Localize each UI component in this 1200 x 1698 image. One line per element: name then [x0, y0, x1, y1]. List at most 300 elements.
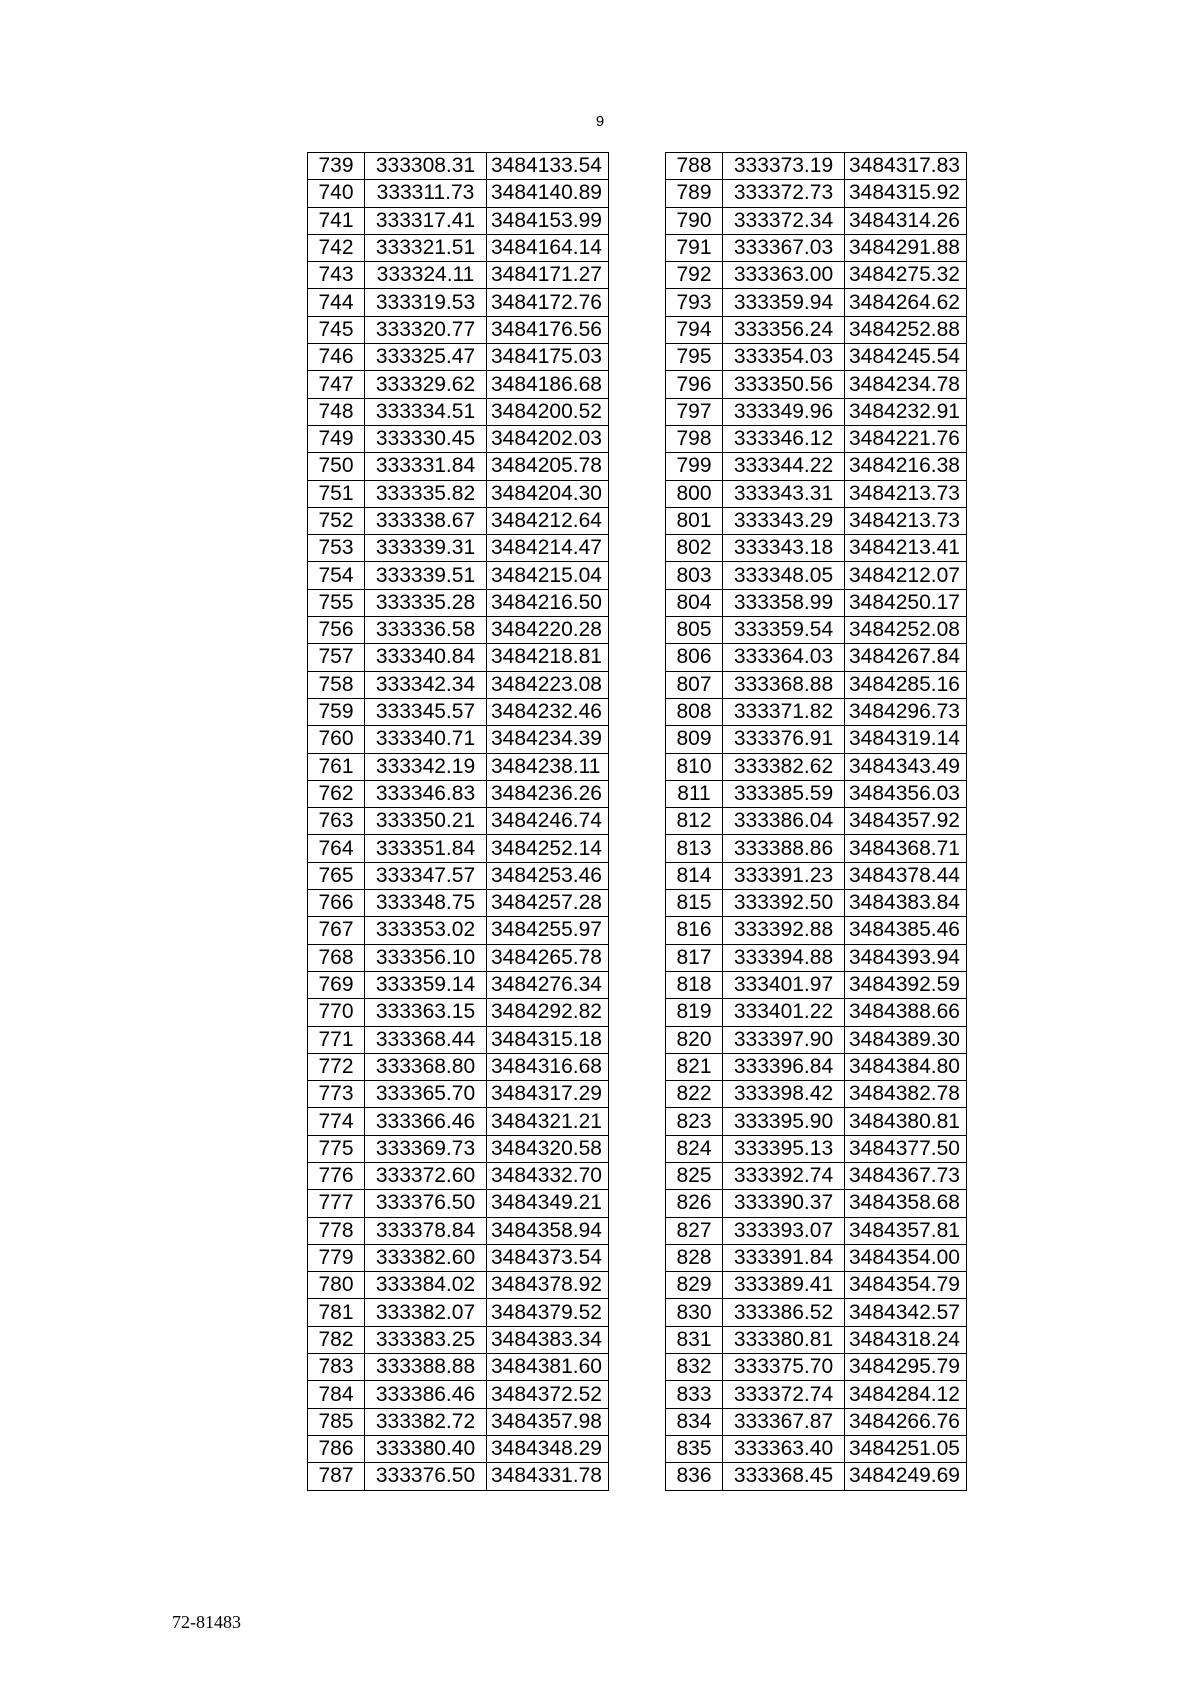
table-row [308, 589, 609, 616]
x-coordinate-cell: 333385.59 [723, 780, 845, 807]
y-coordinate-cell: 3484265.78 [487, 944, 609, 971]
x-coordinate-cell: 333346.83 [365, 780, 487, 807]
y-coordinate-cell: 3484388.66 [845, 999, 967, 1026]
x-coordinate-cell: 333363.00 [723, 262, 845, 289]
table-row [666, 1217, 967, 1244]
point-number-cell: 786 [308, 1435, 365, 1462]
table-row [666, 1190, 967, 1217]
y-coordinate-cell: 3484276.34 [487, 971, 609, 998]
table-row [308, 1463, 609, 1490]
point-number-cell: 809 [666, 726, 723, 753]
x-coordinate-cell: 333380.40 [365, 1435, 487, 1462]
y-coordinate-cell: 3484383.84 [845, 890, 967, 917]
point-number-cell: 755 [308, 589, 365, 616]
point-number-cell: 800 [666, 480, 723, 507]
table-row [308, 398, 609, 425]
y-coordinate-cell: 3484358.68 [845, 1190, 967, 1217]
x-coordinate-cell: 333380.81 [723, 1326, 845, 1353]
point-number-cell: 751 [308, 480, 365, 507]
x-coordinate-cell: 333382.62 [723, 753, 845, 780]
table-row [308, 1053, 609, 1080]
x-coordinate-cell: 333395.90 [723, 1108, 845, 1135]
x-coordinate-cell: 333354.03 [723, 344, 845, 371]
x-coordinate-cell: 333343.29 [723, 507, 845, 534]
table-row [308, 425, 609, 452]
x-coordinate-cell: 333325.47 [365, 344, 487, 371]
y-coordinate-cell: 3484245.54 [845, 344, 967, 371]
point-number-cell: 808 [666, 698, 723, 725]
y-coordinate-cell: 3484255.97 [487, 917, 609, 944]
point-number-cell: 746 [308, 344, 365, 371]
point-number-cell: 796 [666, 371, 723, 398]
x-coordinate-cell: 333342.34 [365, 671, 487, 698]
point-number-cell: 789 [666, 180, 723, 207]
table-row [666, 207, 967, 234]
point-number-cell: 753 [308, 535, 365, 562]
point-number-cell: 740 [308, 180, 365, 207]
x-coordinate-cell: 333339.31 [365, 535, 487, 562]
x-coordinate-cell: 333388.86 [723, 835, 845, 862]
y-coordinate-cell: 3484315.92 [845, 180, 967, 207]
y-coordinate-cell: 3484252.14 [487, 835, 609, 862]
y-coordinate-cell: 3484220.28 [487, 617, 609, 644]
table-row [666, 617, 967, 644]
y-coordinate-cell: 3484378.44 [845, 862, 967, 889]
x-coordinate-cell: 333319.53 [365, 289, 487, 316]
x-coordinate-cell: 333376.91 [723, 726, 845, 753]
x-coordinate-cell: 333384.02 [365, 1272, 487, 1299]
y-coordinate-cell: 3484331.78 [487, 1463, 609, 1490]
y-coordinate-cell: 3484332.70 [487, 1162, 609, 1189]
x-coordinate-cell: 333392.74 [723, 1162, 845, 1189]
table-row [308, 180, 609, 207]
x-coordinate-cell: 333373.19 [723, 153, 845, 180]
y-coordinate-cell: 3484212.64 [487, 507, 609, 534]
table-row [666, 234, 967, 261]
x-coordinate-cell: 333320.77 [365, 316, 487, 343]
point-number-cell: 757 [308, 644, 365, 671]
point-number-cell: 811 [666, 780, 723, 807]
y-coordinate-cell: 3484316.68 [487, 1053, 609, 1080]
x-coordinate-cell: 333401.97 [723, 971, 845, 998]
table-row [666, 671, 967, 698]
point-number-cell: 804 [666, 589, 723, 616]
table-row [666, 1435, 967, 1462]
y-coordinate-cell: 3484215.04 [487, 562, 609, 589]
x-coordinate-cell: 333372.74 [723, 1381, 845, 1408]
point-number-cell: 743 [308, 262, 365, 289]
point-number-cell: 771 [308, 1026, 365, 1053]
table-row [308, 780, 609, 807]
x-coordinate-cell: 333363.15 [365, 999, 487, 1026]
table-row [308, 1135, 609, 1162]
table-row [666, 1026, 967, 1053]
y-coordinate-cell: 3484342.57 [845, 1299, 967, 1326]
y-coordinate-cell: 3484252.88 [845, 316, 967, 343]
point-number-cell: 765 [308, 862, 365, 889]
coordinate-table-left [307, 152, 609, 1491]
y-coordinate-cell: 3484357.98 [487, 1408, 609, 1435]
x-coordinate-cell: 333340.71 [365, 726, 487, 753]
point-number-cell: 772 [308, 1053, 365, 1080]
point-number-cell: 798 [666, 425, 723, 452]
point-number-cell: 805 [666, 617, 723, 644]
table-row [666, 1053, 967, 1080]
point-number-cell: 812 [666, 808, 723, 835]
point-number-cell: 814 [666, 862, 723, 889]
x-coordinate-cell: 333356.24 [723, 316, 845, 343]
y-coordinate-cell: 3484348.29 [487, 1435, 609, 1462]
table-row [308, 1272, 609, 1299]
x-coordinate-cell: 333366.46 [365, 1108, 487, 1135]
point-number-cell: 835 [666, 1435, 723, 1462]
y-coordinate-cell: 3484354.00 [845, 1244, 967, 1271]
y-coordinate-cell: 3484223.08 [487, 671, 609, 698]
y-coordinate-cell: 3484368.71 [845, 835, 967, 862]
table-row [666, 480, 967, 507]
x-coordinate-cell: 333359.14 [365, 971, 487, 998]
table-row [308, 1408, 609, 1435]
point-number-cell: 762 [308, 780, 365, 807]
y-coordinate-cell: 3484349.21 [487, 1190, 609, 1217]
x-coordinate-cell: 333321.51 [365, 234, 487, 261]
x-coordinate-cell: 333382.60 [365, 1244, 487, 1271]
document-code: 72-81483 [172, 1612, 241, 1632]
x-coordinate-cell: 333396.84 [723, 1053, 845, 1080]
x-coordinate-cell: 333335.28 [365, 589, 487, 616]
point-number-cell: 810 [666, 753, 723, 780]
point-number-cell: 777 [308, 1190, 365, 1217]
point-number-cell: 821 [666, 1053, 723, 1080]
point-number-cell: 782 [308, 1326, 365, 1353]
table-row [308, 1354, 609, 1381]
point-number-cell: 760 [308, 726, 365, 753]
x-coordinate-cell: 333359.94 [723, 289, 845, 316]
table-row [666, 780, 967, 807]
y-coordinate-cell: 3484216.50 [487, 589, 609, 616]
table-row [308, 753, 609, 780]
table-row [308, 917, 609, 944]
point-number-cell: 818 [666, 971, 723, 998]
table-row [308, 862, 609, 889]
y-coordinate-cell: 3484213.41 [845, 535, 967, 562]
x-coordinate-cell: 333358.99 [723, 589, 845, 616]
x-coordinate-cell: 333386.04 [723, 808, 845, 835]
table-row [666, 808, 967, 835]
point-number-cell: 817 [666, 944, 723, 971]
point-number-cell: 797 [666, 398, 723, 425]
table-row [308, 644, 609, 671]
table-row [666, 1299, 967, 1326]
point-number-cell: 764 [308, 835, 365, 862]
table-row [308, 1217, 609, 1244]
x-coordinate-cell: 333391.23 [723, 862, 845, 889]
table-row [666, 589, 967, 616]
table-row [308, 1190, 609, 1217]
table-row [308, 316, 609, 343]
point-number-cell: 759 [308, 698, 365, 725]
y-coordinate-cell: 3484393.94 [845, 944, 967, 971]
y-coordinate-cell: 3484389.30 [845, 1026, 967, 1053]
point-number-cell: 763 [308, 808, 365, 835]
point-number-cell: 774 [308, 1108, 365, 1135]
x-coordinate-cell: 333311.73 [365, 180, 487, 207]
point-number-cell: 822 [666, 1081, 723, 1108]
table-row [308, 1435, 609, 1462]
point-number-cell: 788 [666, 153, 723, 180]
x-coordinate-cell: 333382.07 [365, 1299, 487, 1326]
x-coordinate-cell: 333336.58 [365, 617, 487, 644]
y-coordinate-cell: 3484176.56 [487, 316, 609, 343]
point-number-cell: 807 [666, 671, 723, 698]
y-coordinate-cell: 3484381.60 [487, 1354, 609, 1381]
x-coordinate-cell: 333308.31 [365, 153, 487, 180]
point-number-cell: 754 [308, 562, 365, 589]
point-number-cell: 779 [308, 1244, 365, 1271]
point-number-cell: 827 [666, 1217, 723, 1244]
y-coordinate-cell: 3484317.29 [487, 1081, 609, 1108]
table-row [308, 726, 609, 753]
table-row [308, 234, 609, 261]
y-coordinate-cell: 3484204.30 [487, 480, 609, 507]
table-row [308, 1244, 609, 1271]
y-coordinate-cell: 3484250.17 [845, 589, 967, 616]
table-row [308, 1108, 609, 1135]
point-number-cell: 787 [308, 1463, 365, 1490]
table-row [666, 862, 967, 889]
y-coordinate-cell: 3484133.54 [487, 153, 609, 180]
point-number-cell: 801 [666, 507, 723, 534]
y-coordinate-cell: 3484264.62 [845, 289, 967, 316]
y-coordinate-cell: 3484202.03 [487, 425, 609, 452]
table-row [666, 835, 967, 862]
x-coordinate-cell: 333388.88 [365, 1354, 487, 1381]
y-coordinate-cell: 3484356.03 [845, 780, 967, 807]
x-coordinate-cell: 333348.05 [723, 562, 845, 589]
x-coordinate-cell: 333372.73 [723, 180, 845, 207]
y-coordinate-cell: 3484377.50 [845, 1135, 967, 1162]
point-number-cell: 739 [308, 153, 365, 180]
y-coordinate-cell: 3484171.27 [487, 262, 609, 289]
x-coordinate-cell: 333329.62 [365, 371, 487, 398]
y-coordinate-cell: 3484382.78 [845, 1081, 967, 1108]
x-coordinate-cell: 333339.51 [365, 562, 487, 589]
table-row [666, 1244, 967, 1271]
table-row [308, 1381, 609, 1408]
table-row [666, 371, 967, 398]
y-coordinate-cell: 3484291.88 [845, 234, 967, 261]
x-coordinate-cell: 333378.84 [365, 1217, 487, 1244]
point-number-cell: 794 [666, 316, 723, 343]
point-number-cell: 830 [666, 1299, 723, 1326]
point-number-cell: 793 [666, 289, 723, 316]
point-number-cell: 744 [308, 289, 365, 316]
x-coordinate-cell: 333367.87 [723, 1408, 845, 1435]
y-coordinate-cell: 3484253.46 [487, 862, 609, 889]
point-number-cell: 776 [308, 1162, 365, 1189]
table-row [308, 207, 609, 234]
x-coordinate-cell: 333340.84 [365, 644, 487, 671]
point-number-cell: 815 [666, 890, 723, 917]
x-coordinate-cell: 333351.84 [365, 835, 487, 862]
table-row [666, 917, 967, 944]
table-row [308, 289, 609, 316]
table-row [666, 890, 967, 917]
point-number-cell: 813 [666, 835, 723, 862]
x-coordinate-cell: 333367.03 [723, 234, 845, 261]
y-coordinate-cell: 3484320.58 [487, 1135, 609, 1162]
x-coordinate-cell: 333348.75 [365, 890, 487, 917]
y-coordinate-cell: 3484218.81 [487, 644, 609, 671]
x-coordinate-cell: 333392.50 [723, 890, 845, 917]
table-row [666, 316, 967, 343]
table-row [666, 753, 967, 780]
table-row [308, 835, 609, 862]
table-row [666, 1081, 967, 1108]
point-number-cell: 824 [666, 1135, 723, 1162]
point-number-cell: 803 [666, 562, 723, 589]
table-row [308, 371, 609, 398]
table-row [666, 1108, 967, 1135]
y-coordinate-cell: 3484175.03 [487, 344, 609, 371]
table-row [666, 507, 967, 534]
table-row [666, 971, 967, 998]
x-coordinate-cell: 333334.51 [365, 398, 487, 425]
point-number-cell: 790 [666, 207, 723, 234]
table-row [666, 698, 967, 725]
point-number-cell: 768 [308, 944, 365, 971]
y-coordinate-cell: 3484164.14 [487, 234, 609, 261]
point-number-cell: 836 [666, 1463, 723, 1490]
table-row [666, 1408, 967, 1435]
y-coordinate-cell: 3484358.94 [487, 1217, 609, 1244]
table-row [666, 944, 967, 971]
y-coordinate-cell: 3484343.49 [845, 753, 967, 780]
table-row [666, 344, 967, 371]
table-row [308, 698, 609, 725]
y-coordinate-cell: 3484372.52 [487, 1381, 609, 1408]
point-number-cell: 749 [308, 425, 365, 452]
y-coordinate-cell: 3484357.92 [845, 808, 967, 835]
table-row [308, 562, 609, 589]
table-row [308, 890, 609, 917]
x-coordinate-cell: 333356.10 [365, 944, 487, 971]
y-coordinate-cell: 3484296.73 [845, 698, 967, 725]
x-coordinate-cell: 333372.60 [365, 1162, 487, 1189]
x-coordinate-cell: 333353.02 [365, 917, 487, 944]
x-coordinate-cell: 333375.70 [723, 1354, 845, 1381]
y-coordinate-cell: 3484140.89 [487, 180, 609, 207]
point-number-cell: 829 [666, 1272, 723, 1299]
table-row [666, 1463, 967, 1490]
x-coordinate-cell: 333349.96 [723, 398, 845, 425]
y-coordinate-cell: 3484314.26 [845, 207, 967, 234]
y-coordinate-cell: 3484234.39 [487, 726, 609, 753]
x-coordinate-cell: 333345.57 [365, 698, 487, 725]
y-coordinate-cell: 3484252.08 [845, 617, 967, 644]
table-row [308, 507, 609, 534]
point-number-cell: 745 [308, 316, 365, 343]
point-number-cell: 747 [308, 371, 365, 398]
page-number: 9 [595, 113, 605, 130]
y-coordinate-cell: 3484380.81 [845, 1108, 967, 1135]
point-number-cell: 781 [308, 1299, 365, 1326]
table-row [308, 808, 609, 835]
point-number-cell: 761 [308, 753, 365, 780]
y-coordinate-cell: 3484284.12 [845, 1381, 967, 1408]
y-coordinate-cell: 3484354.79 [845, 1272, 967, 1299]
table-row [666, 1272, 967, 1299]
x-coordinate-cell: 333368.44 [365, 1026, 487, 1053]
table-row [308, 535, 609, 562]
y-coordinate-cell: 3484378.92 [487, 1272, 609, 1299]
x-coordinate-cell: 333335.82 [365, 480, 487, 507]
x-coordinate-cell: 333317.41 [365, 207, 487, 234]
x-coordinate-cell: 333390.37 [723, 1190, 845, 1217]
y-coordinate-cell: 3484236.26 [487, 780, 609, 807]
y-coordinate-cell: 3484213.73 [845, 480, 967, 507]
table-row [666, 644, 967, 671]
table-row [666, 1381, 967, 1408]
table-row [666, 562, 967, 589]
point-number-cell: 823 [666, 1108, 723, 1135]
x-coordinate-cell: 333364.03 [723, 644, 845, 671]
y-coordinate-cell: 3484200.52 [487, 398, 609, 425]
point-number-cell: 795 [666, 344, 723, 371]
point-number-cell: 773 [308, 1081, 365, 1108]
point-number-cell: 828 [666, 1244, 723, 1271]
y-coordinate-cell: 3484357.81 [845, 1217, 967, 1244]
x-coordinate-cell: 333383.25 [365, 1326, 487, 1353]
point-number-cell: 766 [308, 890, 365, 917]
x-coordinate-cell: 333389.41 [723, 1272, 845, 1299]
table-row [666, 1326, 967, 1353]
table-row [666, 398, 967, 425]
point-number-cell: 819 [666, 999, 723, 1026]
table-row [308, 671, 609, 698]
x-coordinate-cell: 333343.31 [723, 480, 845, 507]
point-number-cell: 825 [666, 1162, 723, 1189]
point-number-cell: 833 [666, 1381, 723, 1408]
y-coordinate-cell: 3484292.82 [487, 999, 609, 1026]
x-coordinate-cell: 333368.80 [365, 1053, 487, 1080]
x-coordinate-cell: 333371.82 [723, 698, 845, 725]
table-row [308, 1162, 609, 1189]
point-number-cell: 780 [308, 1272, 365, 1299]
y-coordinate-cell: 3484295.79 [845, 1354, 967, 1381]
y-coordinate-cell: 3484373.54 [487, 1244, 609, 1271]
point-number-cell: 741 [308, 207, 365, 234]
x-coordinate-cell: 333365.70 [365, 1081, 487, 1108]
table-row [308, 153, 609, 180]
point-number-cell: 785 [308, 1408, 365, 1435]
table-row [308, 1299, 609, 1326]
point-number-cell: 767 [308, 917, 365, 944]
table-row [666, 535, 967, 562]
table-row [666, 1135, 967, 1162]
y-coordinate-cell: 3484318.24 [845, 1326, 967, 1353]
y-coordinate-cell: 3484232.91 [845, 398, 967, 425]
point-number-cell: 784 [308, 1381, 365, 1408]
point-number-cell: 820 [666, 1026, 723, 1053]
x-coordinate-cell: 333368.88 [723, 671, 845, 698]
y-coordinate-cell: 3484246.74 [487, 808, 609, 835]
x-coordinate-cell: 333376.50 [365, 1463, 487, 1490]
point-number-cell: 748 [308, 398, 365, 425]
x-coordinate-cell: 333398.42 [723, 1081, 845, 1108]
y-coordinate-cell: 3484392.59 [845, 971, 967, 998]
table-row [308, 262, 609, 289]
